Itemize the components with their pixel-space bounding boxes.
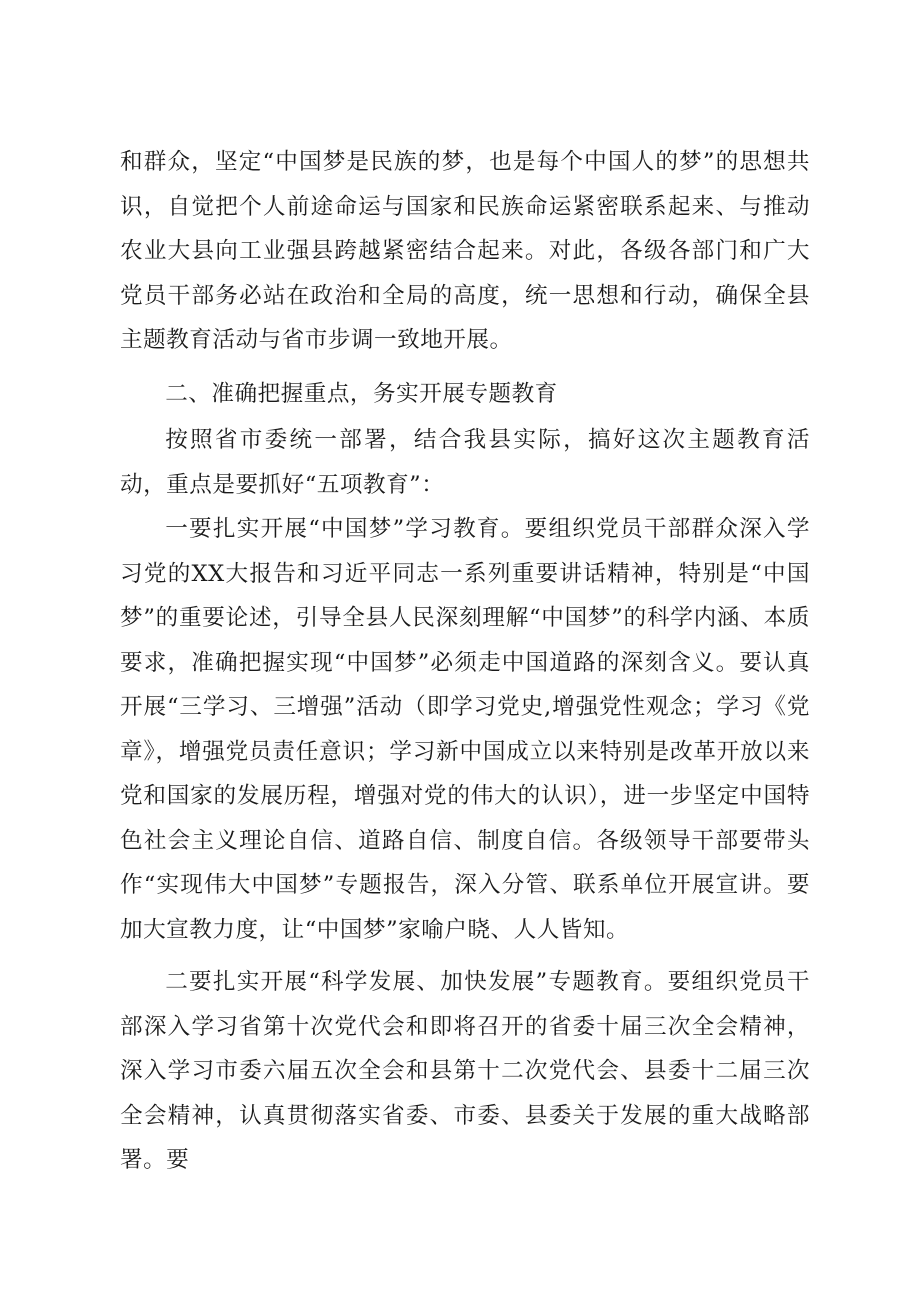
document-body xyxy=(120,140,810,1183)
paragraph-second-education: 二要扎实开展“科学发展、加快发展”专题教育。要组织党员干部深入学习省第十次党代会和即将召开的省委十届三次全会精神，深入学习市委六届五次全会和县第十二次党代会、县委十二届三次全会精神，认真贯彻落实省委、市委、县委关于发展的重大战略部署。要 xyxy=(120,969,810,1173)
section-heading: 二、准确把握重点，务实开展专题教育 xyxy=(165,380,558,407)
paragraph-intro: 按照省市委统一部署，结合我县实际，搞好这次主题教育活动，重点是要抓好“五项教育”： xyxy=(120,427,810,498)
paragraph-first-education: 一要扎实开展“中国梦”学习教育。要组织党员干部群众深入学习党的XX大报告和习近平同志一系列重要讲话精神，特别是“中国梦”的重要论述，引导全县人民深刻理解“中国梦”的科学内涵、本质要求，准确把握实现“中国梦”必须走中国道路的深刻含义。要认真开展“三学习、三增强”活动（即学习党史,增强党性观念；学习《党章》，增强党员责任意识；学习新中国成立以来特别是改革开放以来党和国家的发展历程，增强对党的伟大的认识），进一步坚定中国特色社会主义理论自信、道路自信、制度自信。各级领导干部要带头作“实现伟大中国梦”专题报告，深入分管、联系单位开展宣讲。要加大宣教力度，让“中国梦”家喻户晓、人人皆知。 xyxy=(120,516,810,943)
paragraph-continued: 和群众，坚定“中国梦是民族的梦，也是每个中国人的梦”的思想共识，自觉把个人前途命运与国家和民族命运紧密联系起来、与推动农业大县向工业强县跨越紧密结合起来。对此，各级各部门和广大党员干部务必站在政治和全局的高度，统一思想和行动，确保全县主题教育活动与省市步调一致地开展。 xyxy=(120,149,810,353)
